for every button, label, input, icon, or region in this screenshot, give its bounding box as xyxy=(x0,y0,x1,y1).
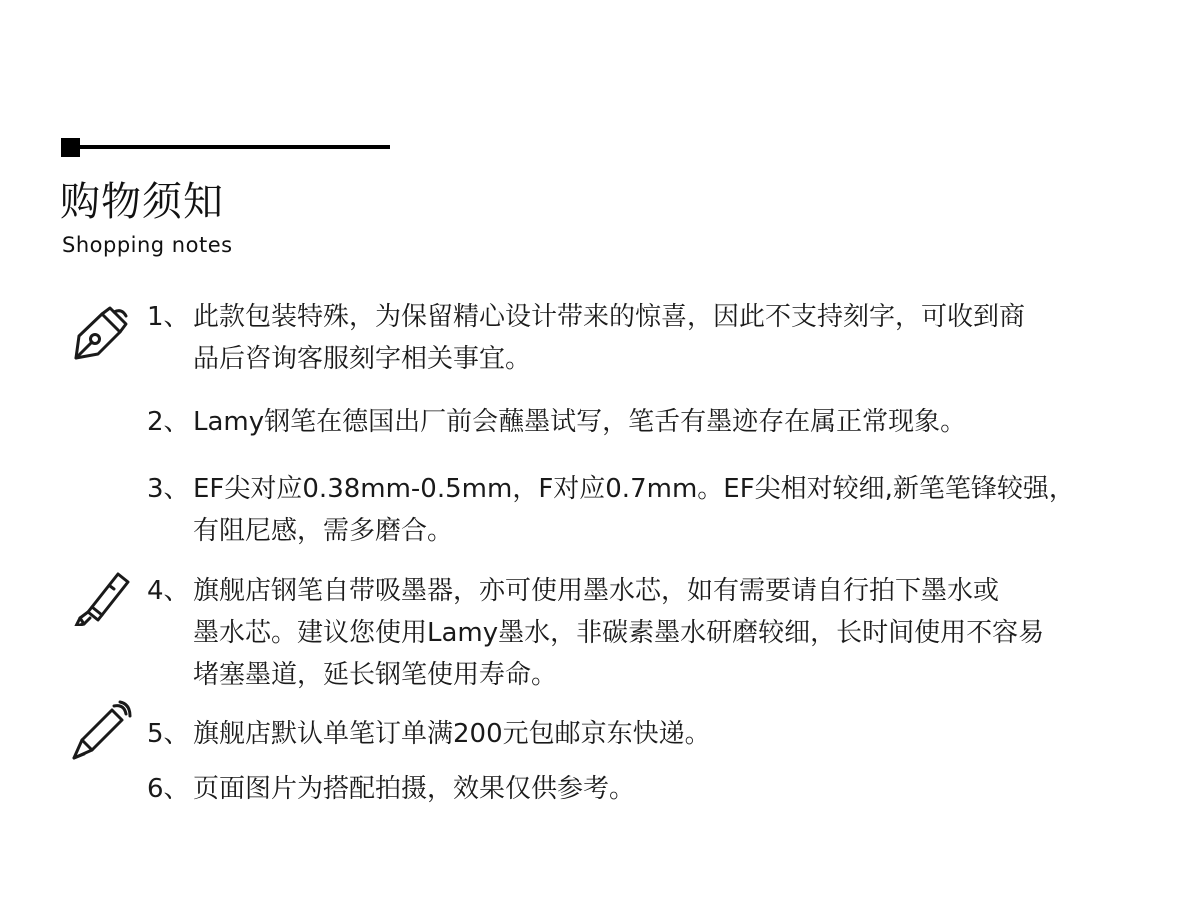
note-text-line: EF尖对应0.38mm-0.5mm，F对应0.7mm。EF尖相对较细,新笔笔锋较强， xyxy=(193,474,1075,504)
note-item-4 xyxy=(147,570,1157,696)
note-text-line: 旗舰店钢笔自带吸墨器，亦可使用墨水芯，如有需要请自行拍下墨水或 xyxy=(193,576,1000,606)
note-text-line: Lamy钢笔在德国出厂前会蘸墨试写，笔舌有墨迹存在属正常现象。 xyxy=(193,407,967,437)
note-item-1 xyxy=(147,296,1157,380)
note-item-5 xyxy=(147,713,1157,755)
note-number: 2、 xyxy=(147,407,190,437)
note-text-line: 品后咨询客服刻字相关事宜。 xyxy=(193,344,532,374)
note-number: 3、 xyxy=(147,474,190,504)
note-item-3 xyxy=(147,468,1157,552)
section-title: 购物须知 xyxy=(60,179,224,225)
note-text-line: 堵塞墨道，延长钢笔使用寿命。 xyxy=(193,660,558,690)
title-decoration-line xyxy=(80,145,390,149)
note-text-line: 页面图片为搭配拍摄，效果仅供参考。 xyxy=(193,774,636,804)
note-text-line: 墨水芯。建议您使用Lamy墨水，非碳素墨水研磨较细，长时间使用不容易 xyxy=(193,618,1045,648)
note-item-6 xyxy=(147,768,1157,810)
note-number: 6、 xyxy=(147,774,190,804)
note-number: 1、 xyxy=(147,302,190,332)
note-number: 4、 xyxy=(147,576,190,606)
note-item-2 xyxy=(147,401,1157,443)
fountain-pen-nib-icon xyxy=(70,302,132,364)
note-text-line: 此款包装特殊，为保留精心设计带来的惊喜，因此不支持刻字，可收到商 xyxy=(193,302,1026,332)
title-decoration-square xyxy=(61,138,80,157)
note-text-line: 旗舰店默认单笔订单满200元包邮京东快递。 xyxy=(193,719,711,749)
marker-pen-icon xyxy=(70,568,132,626)
pencil-icon xyxy=(68,700,132,764)
note-text-line: 有阻尼感，需多磨合。 xyxy=(193,516,454,546)
note-number: 5、 xyxy=(147,719,190,749)
section-subtitle: Shopping notes xyxy=(62,233,233,257)
